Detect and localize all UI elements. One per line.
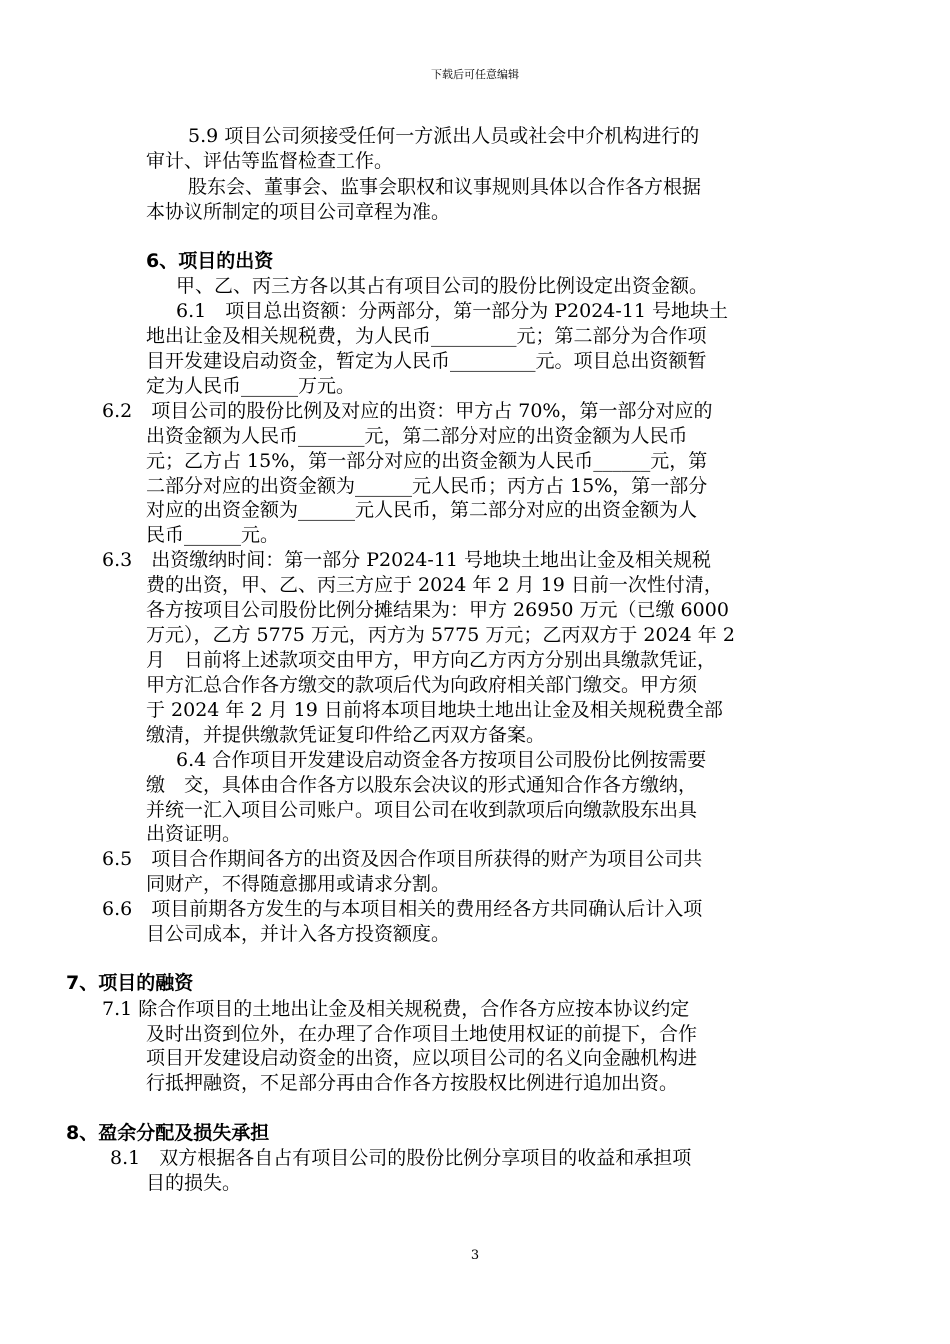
text-line: 6.5 项目合作期间各方的出资及因合作项目所获得的财产为项目公司共: [102, 848, 703, 870]
text-line: 元；乙方占 15%，第一部分对应的出资金额为人民币______元，第: [146, 450, 708, 472]
text-line: 民币______元。: [146, 524, 280, 546]
text-line: 地出让金及相关规税费，为人民币_________元；第二部分为合作项: [146, 325, 707, 347]
text-line: 月 日前将上述款项交由甲方，甲方向乙方丙方分别出具缴款凭证，: [146, 649, 717, 671]
text-line: 股东会、董事会、监事会职权和议事规则具体以合作各方根据: [188, 176, 702, 198]
section-heading: 6、项目的出资: [146, 250, 274, 272]
text-line: 及时出资到位外，在办理了合作项目土地使用权证的前提下，合作: [146, 1023, 698, 1045]
text-line: 项目开发建设启动资金的出资，应以项目公司的名义向金融机构进: [146, 1047, 698, 1069]
text-line: 6.4 合作项目开发建设启动资金各方按项目公司股份比例按需要: [176, 749, 707, 771]
text-line: 于 2024 年 2 月 19 日前将本项目地块土地出让金及相关规税费全部: [146, 699, 723, 721]
text-line: 出资证明。: [146, 823, 242, 845]
text-line: 本协议所制定的项目公司章程为准。: [146, 201, 451, 223]
text-line: 行抵押融资，不足部分再由合作各方按股权比例进行追加出资。: [146, 1072, 679, 1094]
text-line: 出资金额为人民币_______元，第二部分对应的出资金额为人民币: [146, 425, 688, 447]
text-line: 6.1 项目总出资额：分两部分，第一部分为 P2024-11 号地块土: [176, 300, 729, 322]
text-line: 各方按项目公司股份比例分摊结果为：甲方 26950 万元（已缴 6000: [146, 599, 729, 621]
text-line: 万元），乙方 5775 万元，丙方为 5775 万元；乙丙双方于 2024 年 2: [146, 624, 735, 646]
section-heading: 8、盈余分配及损失承担: [66, 1122, 270, 1144]
text-line: 目的损失。: [146, 1172, 242, 1194]
text-line: 费的出资，甲、乙、丙三方应于 2024 年 2 月 19 日前一次性付清，: [146, 574, 723, 596]
text-line: 甲、乙、丙三方各以其占有项目公司的股份比例设定出资金额。: [176, 275, 709, 297]
text-line: 6.3 出资缴纳时间：第一部分 P2024-11 号地块土地出让金及相关规税: [102, 549, 712, 571]
text-line: 甲方汇总合作各方缴交的款项后代为向政府相关部门缴交。甲方须: [146, 674, 698, 696]
text-line: 缴 交，具体由合作各方以股东会决议的形式通知合作各方缴纳，: [146, 774, 698, 796]
section-heading: 7、项目的融资: [66, 972, 194, 994]
text-line: 定为人民币______万元。: [146, 375, 356, 397]
text-line: 5.9 项目公司须接受任何一方派出人员或社会中介机构进行的: [188, 125, 700, 147]
page-header: 下载后可任意编辑: [431, 68, 519, 81]
text-line: 6.2 项目公司的股份比例及对应的出资：甲方占 70%，第一部分对应的: [102, 400, 713, 422]
text-line: 6.6 项目前期各方发生的与本项目相关的费用经各方共同确认后计入项: [102, 898, 703, 920]
text-line: 二部分对应的出资金额为______元人民币；丙方占 15%，第一部分: [146, 475, 708, 497]
text-line: 并统一汇入项目公司账户。项目公司在收到款项后向缴款股东出具: [146, 799, 698, 821]
text-line: 对应的出资金额为______元人民币，第二部分对应的出资金额为人: [146, 499, 698, 521]
text-line: 目公司成本，并计入各方投资额度。: [146, 923, 451, 945]
text-line: 7.1 除合作项目的土地出让金及相关规税费，合作各方应按本协议约定: [102, 998, 690, 1020]
text-line: 目开发建设启动资金，暂定为人民币_________元。项目总出资额暂: [146, 350, 707, 372]
text-line: 同财产，不得随意挪用或请求分割。: [146, 873, 451, 895]
text-line: 8.1 双方根据各自占有项目公司的股份比例分享项目的收益和承担项: [110, 1147, 692, 1169]
text-line: 缴清，并提供缴款凭证复印件给乙丙双方备案。: [146, 724, 546, 746]
page-number: 3: [470, 1248, 480, 1263]
text-line: 审计、评估等监督检查工作。: [146, 150, 394, 172]
